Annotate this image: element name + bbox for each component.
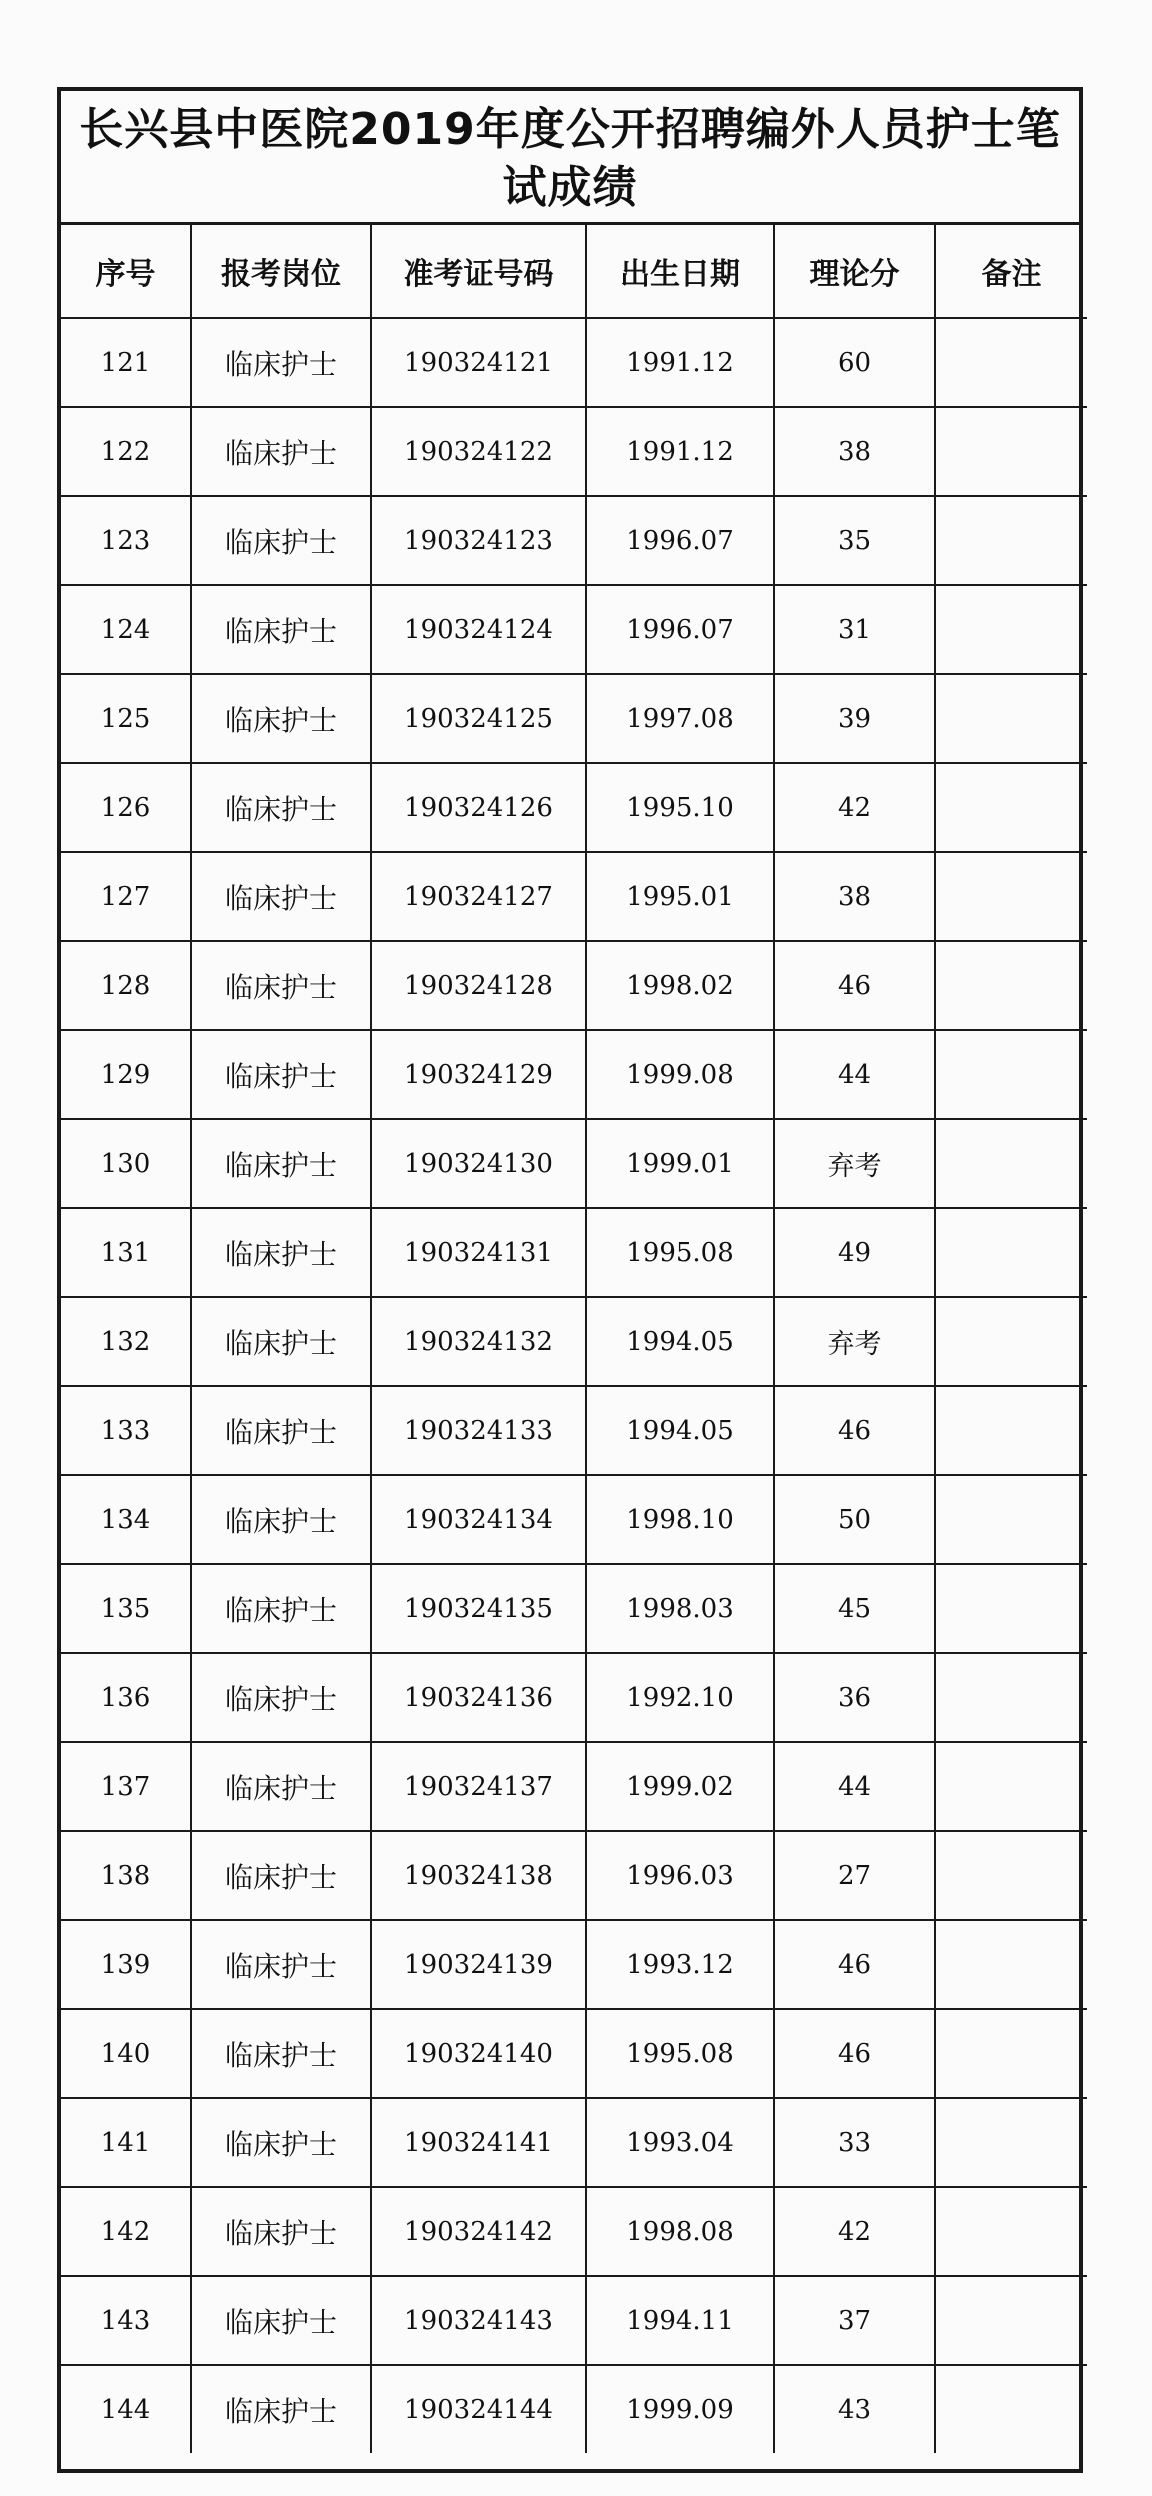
header-remarks: 备注 xyxy=(935,225,1087,318)
cell-seq: 125 xyxy=(61,674,191,763)
cell-birth-date: 1995.10 xyxy=(586,763,774,852)
cell-exam-id: 190324137 xyxy=(371,1742,586,1831)
cell-seq: 131 xyxy=(61,1208,191,1297)
cell-position: 临床护士 xyxy=(191,1742,371,1831)
cell-seq: 126 xyxy=(61,763,191,852)
cell-seq: 138 xyxy=(61,1831,191,1920)
cell-remarks xyxy=(935,1386,1087,1475)
cell-birth-date: 1996.07 xyxy=(586,585,774,674)
cell-position: 临床护士 xyxy=(191,852,371,941)
cell-remarks xyxy=(935,407,1087,496)
table-row xyxy=(61,318,1087,407)
header-seq: 序号 xyxy=(61,225,191,318)
cell-remarks xyxy=(935,318,1087,407)
cell-position: 临床护士 xyxy=(191,674,371,763)
cell-theory-score: 44 xyxy=(774,1030,935,1119)
cell-exam-id: 190324124 xyxy=(371,585,586,674)
cell-theory-score: 36 xyxy=(774,1653,935,1742)
table-row xyxy=(61,852,1087,941)
cell-theory-score: 35 xyxy=(774,496,935,585)
table-row xyxy=(61,2365,1087,2453)
cell-remarks xyxy=(935,1475,1087,1564)
cell-seq: 123 xyxy=(61,496,191,585)
cell-remarks xyxy=(935,2009,1087,2098)
table-row xyxy=(61,2187,1087,2276)
cell-seq: 135 xyxy=(61,1564,191,1653)
cell-position: 临床护士 xyxy=(191,2365,371,2453)
cell-birth-date: 1997.08 xyxy=(586,674,774,763)
table-row xyxy=(61,2009,1087,2098)
table-row xyxy=(61,1564,1087,1653)
cell-remarks xyxy=(935,1208,1087,1297)
cell-remarks xyxy=(935,1119,1087,1208)
cell-remarks xyxy=(935,1920,1087,2009)
score-sheet xyxy=(57,87,1083,2473)
cell-position: 临床护士 xyxy=(191,2009,371,2098)
cell-position: 临床护士 xyxy=(191,1653,371,1742)
cell-position: 临床护士 xyxy=(191,2187,371,2276)
cell-position: 临床护士 xyxy=(191,585,371,674)
cell-seq: 129 xyxy=(61,1030,191,1119)
cell-exam-id: 190324133 xyxy=(371,1386,586,1475)
cell-position: 临床护士 xyxy=(191,763,371,852)
cell-position: 临床护士 xyxy=(191,407,371,496)
cell-position: 临床护士 xyxy=(191,1831,371,1920)
table-row xyxy=(61,585,1087,674)
table-row xyxy=(61,407,1087,496)
cell-birth-date: 1991.12 xyxy=(586,407,774,496)
table-row xyxy=(61,1475,1087,1564)
cell-exam-id: 190324134 xyxy=(371,1475,586,1564)
cell-remarks xyxy=(935,763,1087,852)
cell-exam-id: 190324127 xyxy=(371,852,586,941)
cell-theory-score: 39 xyxy=(774,674,935,763)
cell-exam-id: 190324136 xyxy=(371,1653,586,1742)
cell-remarks xyxy=(935,852,1087,941)
cell-theory-score: 46 xyxy=(774,2009,935,2098)
cell-remarks xyxy=(935,1742,1087,1831)
cell-birth-date: 1995.01 xyxy=(586,852,774,941)
cell-seq: 143 xyxy=(61,2276,191,2365)
cell-birth-date: 1998.02 xyxy=(586,941,774,1030)
cell-theory-score: 38 xyxy=(774,407,935,496)
cell-position: 临床护士 xyxy=(191,1475,371,1564)
cell-theory-score: 42 xyxy=(774,763,935,852)
cell-exam-id: 190324121 xyxy=(371,318,586,407)
cell-exam-id: 190324122 xyxy=(371,407,586,496)
cell-exam-id: 190324135 xyxy=(371,1564,586,1653)
cell-position: 临床护士 xyxy=(191,941,371,1030)
cell-birth-date: 1994.05 xyxy=(586,1297,774,1386)
cell-seq: 142 xyxy=(61,2187,191,2276)
cell-birth-date: 1999.02 xyxy=(586,1742,774,1831)
cell-exam-id: 190324141 xyxy=(371,2098,586,2187)
cell-theory-score: 46 xyxy=(774,1920,935,2009)
cell-remarks xyxy=(935,1653,1087,1742)
table-body xyxy=(61,318,1087,2453)
cell-remarks xyxy=(935,941,1087,1030)
cell-remarks xyxy=(935,1030,1087,1119)
cell-seq: 128 xyxy=(61,941,191,1030)
cell-position: 临床护士 xyxy=(191,496,371,585)
cell-remarks xyxy=(935,1297,1087,1386)
cell-seq: 144 xyxy=(61,2365,191,2453)
document-title: 长兴县中医院2019年度公开招聘编外人员护士笔试成绩 xyxy=(61,91,1079,225)
cell-seq: 132 xyxy=(61,1297,191,1386)
cell-theory-score: 42 xyxy=(774,2187,935,2276)
cell-position: 临床护士 xyxy=(191,1297,371,1386)
cell-birth-date: 1995.08 xyxy=(586,2009,774,2098)
cell-exam-id: 190324131 xyxy=(371,1208,586,1297)
cell-remarks xyxy=(935,1564,1087,1653)
cell-birth-date: 1993.12 xyxy=(586,1920,774,2009)
cell-seq: 133 xyxy=(61,1386,191,1475)
cell-exam-id: 190324125 xyxy=(371,674,586,763)
table-row xyxy=(61,1386,1087,1475)
cell-seq: 127 xyxy=(61,852,191,941)
cell-theory-score: 46 xyxy=(774,1386,935,1475)
cell-remarks xyxy=(935,2187,1087,2276)
cell-theory-score: 弃考 xyxy=(774,1119,935,1208)
cell-seq: 136 xyxy=(61,1653,191,1742)
cell-position: 临床护士 xyxy=(191,1564,371,1653)
table-row xyxy=(61,1119,1087,1208)
cell-birth-date: 1996.03 xyxy=(586,1831,774,1920)
cell-position: 临床护士 xyxy=(191,1920,371,2009)
cell-position: 临床护士 xyxy=(191,1208,371,1297)
cell-exam-id: 190324129 xyxy=(371,1030,586,1119)
cell-theory-score: 弃考 xyxy=(774,1297,935,1386)
table-row xyxy=(61,1742,1087,1831)
cell-birth-date: 1992.10 xyxy=(586,1653,774,1742)
table-row xyxy=(61,941,1087,1030)
cell-seq: 140 xyxy=(61,2009,191,2098)
cell-theory-score: 44 xyxy=(774,1742,935,1831)
table-row xyxy=(61,2276,1087,2365)
cell-remarks xyxy=(935,2098,1087,2187)
cell-exam-id: 190324142 xyxy=(371,2187,586,2276)
header-exam-id: 准考证号码 xyxy=(371,225,586,318)
cell-exam-id: 190324143 xyxy=(371,2276,586,2365)
cell-remarks xyxy=(935,2276,1087,2365)
cell-position: 临床护士 xyxy=(191,1386,371,1475)
cell-birth-date: 1999.09 xyxy=(586,2365,774,2453)
cell-exam-id: 190324132 xyxy=(371,1297,586,1386)
cell-birth-date: 1993.04 xyxy=(586,2098,774,2187)
table-row xyxy=(61,763,1087,852)
cell-exam-id: 190324138 xyxy=(371,1831,586,1920)
table-row xyxy=(61,1920,1087,2009)
header-birth-date: 出生日期 xyxy=(586,225,774,318)
cell-remarks xyxy=(935,674,1087,763)
cell-theory-score: 49 xyxy=(774,1208,935,1297)
cell-theory-score: 45 xyxy=(774,1564,935,1653)
cell-birth-date: 1996.07 xyxy=(586,496,774,585)
table-row xyxy=(61,1297,1087,1386)
cell-exam-id: 190324128 xyxy=(371,941,586,1030)
cell-theory-score: 50 xyxy=(774,1475,935,1564)
cell-birth-date: 1999.01 xyxy=(586,1119,774,1208)
cell-seq: 141 xyxy=(61,2098,191,2187)
header-position: 报考岗位 xyxy=(191,225,371,318)
cell-theory-score: 46 xyxy=(774,941,935,1030)
cell-seq: 121 xyxy=(61,318,191,407)
cell-theory-score: 33 xyxy=(774,2098,935,2187)
cell-position: 临床护士 xyxy=(191,2276,371,2365)
cell-exam-id: 190324144 xyxy=(371,2365,586,2453)
cell-theory-score: 37 xyxy=(774,2276,935,2365)
cell-seq: 139 xyxy=(61,1920,191,2009)
cell-seq: 122 xyxy=(61,407,191,496)
cell-position: 临床护士 xyxy=(191,318,371,407)
cell-birth-date: 1998.10 xyxy=(586,1475,774,1564)
cell-seq: 124 xyxy=(61,585,191,674)
cell-theory-score: 60 xyxy=(774,318,935,407)
cell-exam-id: 190324123 xyxy=(371,496,586,585)
cell-birth-date: 1994.11 xyxy=(586,2276,774,2365)
cell-remarks xyxy=(935,1831,1087,1920)
cell-position: 临床护士 xyxy=(191,1119,371,1208)
cell-exam-id: 190324139 xyxy=(371,1920,586,2009)
cell-birth-date: 1998.08 xyxy=(586,2187,774,2276)
table-row xyxy=(61,1030,1087,1119)
cell-position: 临床护士 xyxy=(191,2098,371,2187)
cell-remarks xyxy=(935,496,1087,585)
cell-remarks xyxy=(935,2365,1087,2453)
cell-birth-date: 1995.08 xyxy=(586,1208,774,1297)
cell-theory-score: 43 xyxy=(774,2365,935,2453)
cell-birth-date: 1999.08 xyxy=(586,1030,774,1119)
cell-exam-id: 190324140 xyxy=(371,2009,586,2098)
cell-remarks xyxy=(935,585,1087,674)
cell-exam-id: 190324130 xyxy=(371,1119,586,1208)
header-row xyxy=(61,225,1087,318)
cell-theory-score: 27 xyxy=(774,1831,935,1920)
cell-seq: 134 xyxy=(61,1475,191,1564)
cell-birth-date: 1994.05 xyxy=(586,1386,774,1475)
cell-theory-score: 31 xyxy=(774,585,935,674)
table-row xyxy=(61,2098,1087,2187)
table-row xyxy=(61,1653,1087,1742)
header-theory-score: 理论分 xyxy=(774,225,935,318)
score-table xyxy=(61,225,1087,2453)
table-row xyxy=(61,1831,1087,1920)
table-row xyxy=(61,496,1087,585)
table-row xyxy=(61,1208,1087,1297)
cell-birth-date: 1991.12 xyxy=(586,318,774,407)
cell-birth-date: 1998.03 xyxy=(586,1564,774,1653)
cell-exam-id: 190324126 xyxy=(371,763,586,852)
cell-position: 临床护士 xyxy=(191,1030,371,1119)
cell-seq: 137 xyxy=(61,1742,191,1831)
table-row xyxy=(61,674,1087,763)
cell-seq: 130 xyxy=(61,1119,191,1208)
cell-theory-score: 38 xyxy=(774,852,935,941)
